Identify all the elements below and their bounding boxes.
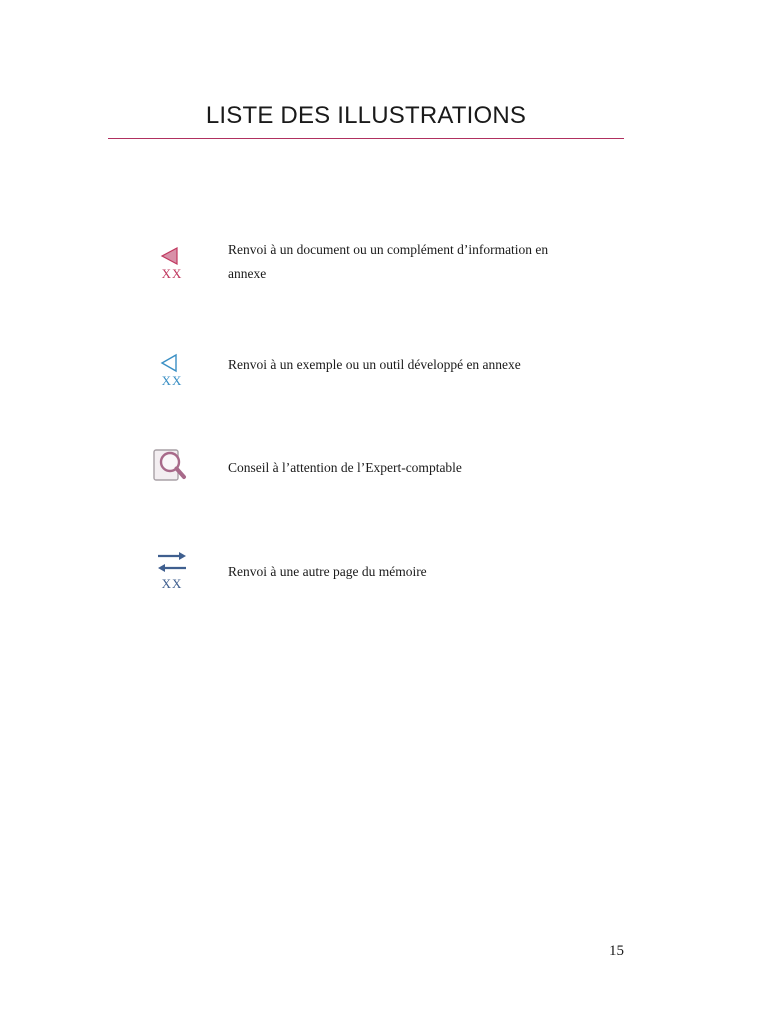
double-arrow-icon [140,550,204,576]
legend-text-example-annex: Renvoi à un exemple ou un outil développé en annexe [228,357,521,372]
advice-marker [140,446,204,492]
legend-text-expert-advice: Conseil à l’attention de l’Expert-comptable [228,460,462,475]
page-title: LISTE DES ILLUSTRATIONS [205,102,527,129]
triangle-left-outline-icon [140,353,204,375]
legend-item-example-annex [140,353,600,393]
page-reference-marker [140,550,204,596]
page-number: 15 [609,943,624,959]
magnifier-document-icon [140,446,204,486]
annex-code-label: XX [161,266,183,281]
annex-example-marker [140,353,204,399]
title-divider [108,138,624,139]
legend-text-document-annex: Renvoi à un document ou un complément d’information en annexe [228,242,549,281]
legend-item-page-reference [140,550,600,596]
triangle-left-filled-icon [140,238,204,268]
legend-item-expert-advice [140,446,600,486]
legend-text-page-reference: Renvoi à une autre page du mémoire [228,564,427,579]
annex-document-marker [140,238,204,284]
page-reference-code-label: XX [161,576,183,591]
legend-item-document-annex [140,238,600,288]
example-code-label: XX [161,373,183,388]
